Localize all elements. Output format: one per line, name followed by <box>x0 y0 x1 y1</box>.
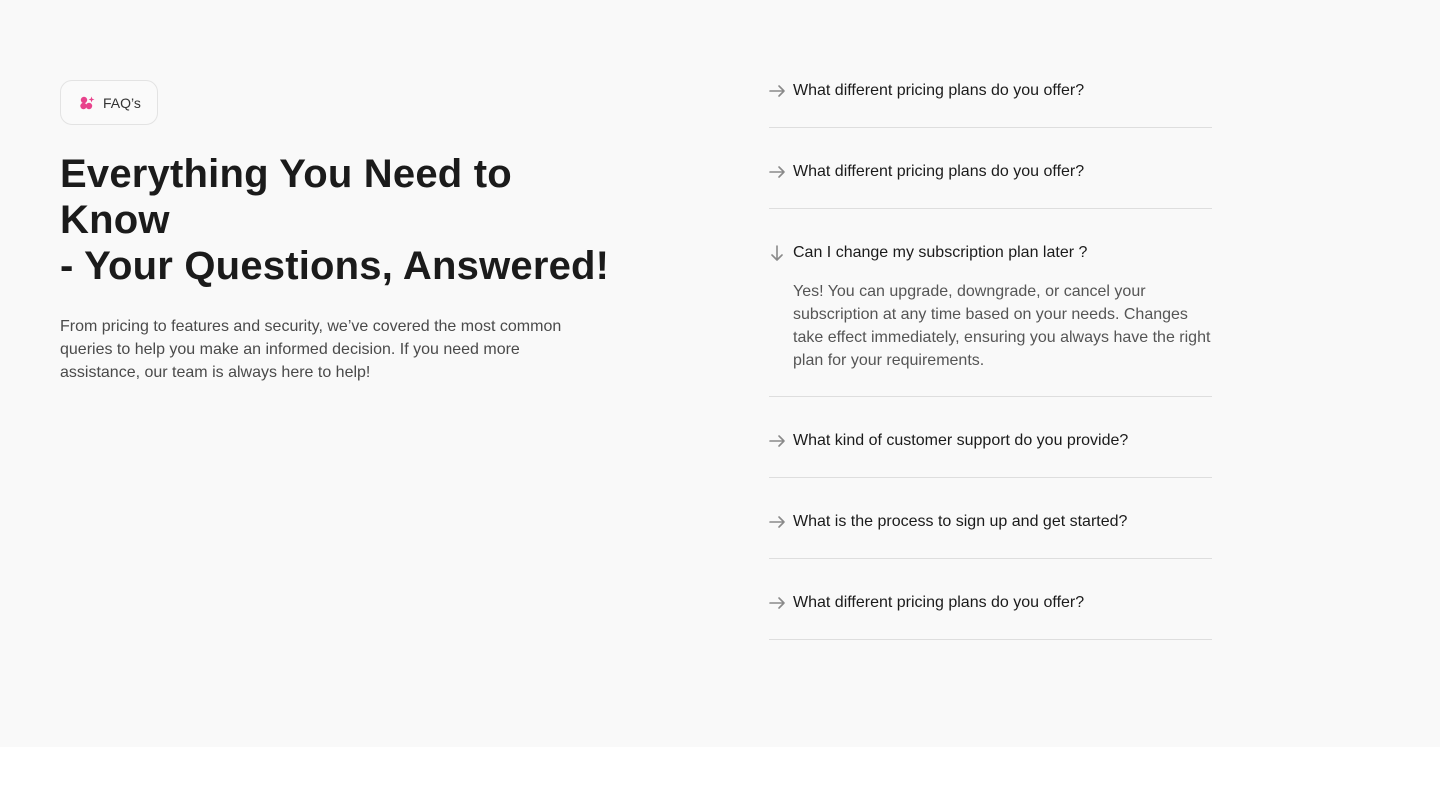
faq-question: What is the process to sign up and get started? <box>793 513 1128 530</box>
faq-accordion <box>769 72 1212 640</box>
faq-badge <box>60 80 158 125</box>
faq-question: What kind of customer support do you provide? <box>793 432 1129 449</box>
faq-item[interactable] <box>769 559 1212 640</box>
faq-item[interactable] <box>769 128 1212 209</box>
arrow-down-icon <box>769 244 787 262</box>
arrow-right-icon <box>769 163 787 181</box>
faq-question: What different pricing plans do you offer? <box>793 82 1085 99</box>
faq-intro-column <box>60 80 620 384</box>
faq-question-row[interactable] <box>769 242 1212 264</box>
faq-question-row[interactable] <box>769 430 1212 452</box>
sparkle-shapes-icon <box>79 96 95 110</box>
faq-question: What different pricing plans do you offer? <box>793 594 1085 611</box>
faq-question: What different pricing plans do you offer? <box>793 163 1085 180</box>
faq-item-expanded[interactable] <box>769 209 1212 397</box>
faq-item[interactable] <box>769 72 1212 128</box>
faq-item[interactable] <box>769 478 1212 559</box>
arrow-right-icon <box>769 432 787 450</box>
faq-question-row[interactable] <box>769 511 1212 533</box>
arrow-right-icon <box>769 82 787 100</box>
intro-paragraph: From pricing to features and security, we’ve covered the most common queries to help you make an informed decision. If you need more assistance, our team is always here to help! <box>60 318 562 381</box>
arrow-right-icon <box>769 594 787 612</box>
faq-question: Can I change my subscription plan later ? <box>793 244 1088 261</box>
page-title <box>60 151 620 289</box>
faq-question-row[interactable] <box>769 161 1212 183</box>
faq-item[interactable] <box>769 397 1212 478</box>
faq-answer: Yes! You can upgrade, downgrade, or cancel your subscription at any time based on your needs. Changes take effect immediately, ensuring you always have the right plan for your requirements. <box>793 283 1211 369</box>
page-title-line-2: - Your Questions, Answered! <box>60 244 610 288</box>
arrow-right-icon <box>769 513 787 531</box>
faq-question-row[interactable] <box>769 80 1212 102</box>
page-title-line-1: Everything You Need to Know <box>60 152 512 242</box>
faq-badge-label: FAQ’s <box>103 94 141 111</box>
faq-question-row[interactable] <box>769 592 1212 614</box>
